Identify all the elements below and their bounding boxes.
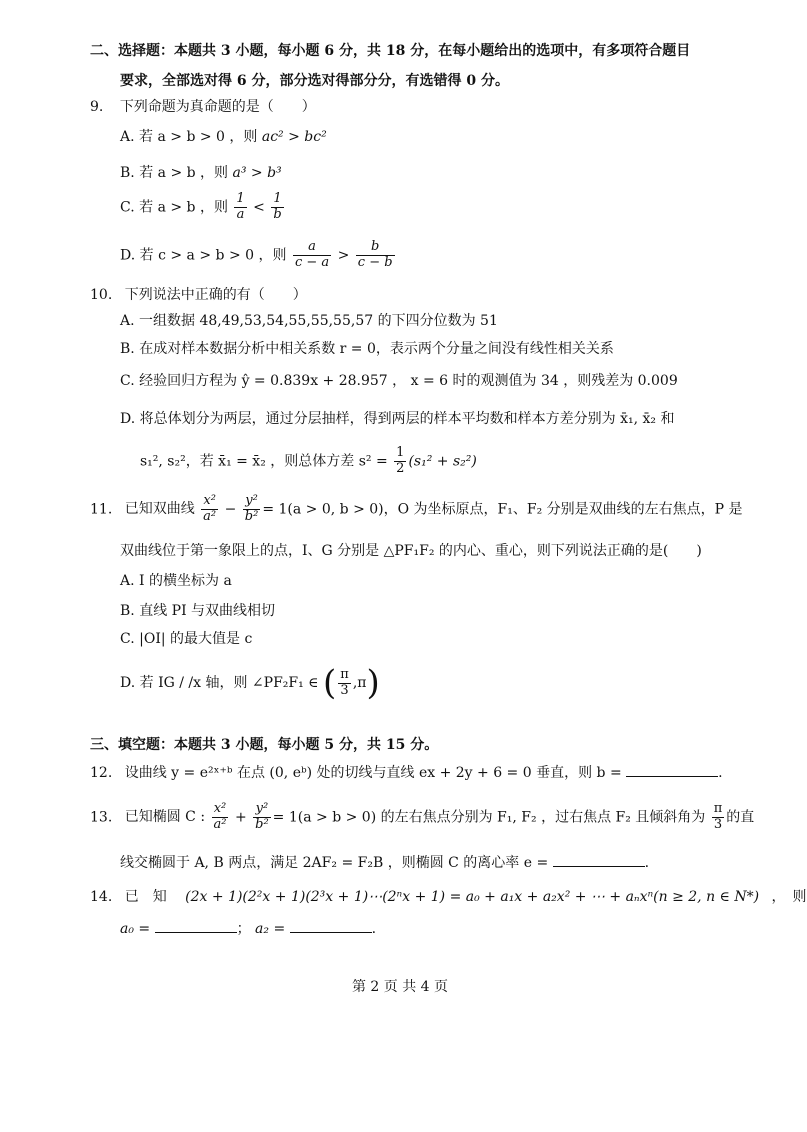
q11-option-a bbox=[120, 574, 232, 588]
q10-option-b bbox=[120, 342, 614, 356]
question-10 bbox=[90, 288, 307, 302]
question-stem: 已 知 bbox=[124, 889, 167, 905]
fraction: $\frac{1}{a}$ bbox=[236, 191, 245, 222]
question-math: a₂ = bbox=[255, 921, 286, 937]
question-number: 12. bbox=[90, 765, 113, 781]
option-label: B. bbox=[120, 603, 135, 619]
option-text: 经验回归方程为 ŷ = 0.839x + 28.957 ， x = 6 时的观测值为 34 ，则残差为 0.009 bbox=[139, 373, 678, 389]
question-stem: 线交椭圆于 A, B 两点，满足 2AF₂ = F₂B ，则椭圆 C 的离心率 e = bbox=[120, 855, 549, 871]
fraction: $\frac{a}{c - a}$ bbox=[294, 239, 330, 270]
question-14 bbox=[90, 890, 807, 904]
question-stem: 下列说法中正确的有（ ） bbox=[124, 287, 307, 303]
answer-blank[interactable] bbox=[290, 932, 372, 933]
option-label: C. bbox=[120, 199, 135, 216]
option-label: B. bbox=[120, 165, 135, 181]
right-paren: ) bbox=[366, 663, 380, 703]
option-label: A. bbox=[120, 313, 135, 329]
option-text: 一组数据 48,49,53,54,55,55,55,57 的下四分位数为 51 bbox=[139, 313, 498, 329]
question-9 bbox=[90, 100, 316, 114]
option-text: 若 a > b ，则 bbox=[139, 199, 233, 216]
fraction: $\frac{\pi}{3}$ bbox=[713, 801, 723, 832]
fraction: $\frac{\text{y²}}{\text{b²}}$ bbox=[244, 493, 259, 524]
option-text: |OI| 的最大值是 c bbox=[139, 631, 253, 647]
option-text: 直线 PI 与双曲线相切 bbox=[139, 603, 276, 619]
option-text: 若 c > a > b > 0 ，则 bbox=[139, 247, 291, 264]
option-label: C. bbox=[120, 631, 135, 647]
section2-heading-line2: 要求，全部选对得 6 分，部分选对得部分分，有选错得 0 分。 bbox=[120, 73, 509, 89]
answer-blank[interactable] bbox=[626, 776, 718, 777]
q10-option-a bbox=[120, 314, 498, 328]
q10-option-d bbox=[120, 412, 674, 426]
period: . bbox=[718, 765, 723, 781]
option-math: (s₁² + s₂²) bbox=[408, 453, 477, 470]
option-label: A. bbox=[120, 129, 135, 145]
question-14-line2 bbox=[120, 922, 376, 936]
q9-option-d bbox=[120, 240, 397, 271]
question-stem: 设曲线 y = e²ˣ⁺ᵇ 在点 (0, eᵇ) 处的切线与直线 ex + 2y + 6 = 0 垂直，则 b = bbox=[124, 765, 622, 781]
question-13 bbox=[90, 802, 754, 833]
period: . bbox=[644, 855, 650, 871]
q9-option-a bbox=[120, 130, 327, 144]
option-text: 在成对样本数据分析中相关系数 r = 0，表示两个分量之间没有线性相关关系 bbox=[139, 341, 614, 357]
q11-option-c bbox=[120, 632, 252, 646]
q10-option-d-line2 bbox=[140, 446, 477, 477]
left-paren: ( bbox=[323, 663, 337, 703]
fraction: $\frac{\pi}{3}$ bbox=[340, 666, 349, 698]
question-stem: 已知双曲线 bbox=[124, 501, 195, 518]
question-stem: 下列命题为真命题的是（ ） bbox=[119, 99, 316, 115]
question-math: a₀ = bbox=[120, 921, 151, 937]
question-12 bbox=[90, 766, 723, 780]
option-label: C. bbox=[120, 373, 135, 389]
answer-blank[interactable] bbox=[553, 866, 645, 867]
fraction: $\frac{1}{b}$ bbox=[273, 191, 282, 222]
separator: ； bbox=[236, 921, 251, 937]
question-number: 13. bbox=[90, 809, 113, 826]
option-label: D. bbox=[120, 247, 136, 264]
question-number: 10. bbox=[90, 287, 113, 303]
operator: > bbox=[337, 247, 350, 264]
fraction: $\frac{\text{x²}}{\text{a²}}$ bbox=[213, 801, 227, 832]
question-11-line2: 双曲线位于第一象限上的点，I、G 分别是 △PF₁F₂ 的内心、重心，则下列说法正确的是( ) bbox=[120, 543, 702, 559]
option-text: 若 IG / /x 轴，则 ∠PF₂F₁ ∈ bbox=[139, 675, 324, 691]
fraction: $\frac{b}{c - b}$ bbox=[357, 239, 393, 270]
option-label: A. bbox=[120, 573, 135, 589]
option-text: 将总体划分为两层，通过分层抽样，得到两层的样本平均数和样本方差分别为 x̄₁, x̄₂ 和 bbox=[139, 411, 675, 427]
operator: − bbox=[224, 501, 237, 518]
q11-option-d bbox=[120, 663, 380, 703]
answer-blank[interactable] bbox=[155, 932, 237, 933]
section2-heading-line1: 二、选择题：本题共 3 小题，每小题 6 分，共 18 分，在每小题给出的选项中，有多项符合题目 bbox=[90, 43, 691, 59]
option-label: D. bbox=[120, 675, 136, 691]
question-11 bbox=[90, 494, 743, 525]
fraction: $\frac{\text{y²}}{\text{b²}}$ bbox=[255, 801, 269, 832]
q10-option-c bbox=[120, 374, 678, 388]
q9-option-b bbox=[120, 166, 282, 180]
option-text: 若 a > b > 0 ，则 bbox=[139, 129, 262, 145]
question-number: 9. bbox=[90, 99, 104, 115]
option-math: ,π bbox=[352, 675, 367, 691]
option-math: ac² > bc² bbox=[261, 129, 327, 145]
option-math: a³ > b³ bbox=[232, 165, 282, 181]
question-stem: ， 则 bbox=[771, 889, 807, 905]
option-label: B. bbox=[120, 341, 135, 357]
question-stem: 已知椭圆 C : bbox=[124, 809, 206, 826]
question-13-line2 bbox=[120, 856, 649, 870]
q11-option-b bbox=[120, 604, 275, 618]
operator: + bbox=[234, 809, 247, 826]
option-text: s₁², s₂²，若 x̄₁ = x̄₂ ，则总体方差 s² = bbox=[140, 453, 393, 470]
question-math: (2x + 1)(2²x + 1)(2³x + 1)⋯(2ⁿx + 1) = a₀ + a₁x + a₂x² + ⋯ + aₙxⁿ(n ≥ 2, n ∈ N*) bbox=[185, 889, 760, 905]
section3-heading: 三、填空题：本题共 3 小题，每小题 5 分，共 15 分。 bbox=[90, 737, 439, 753]
question-stem: = 1(a > 0, b > 0)，O 为坐标原点，F₁、F₂ 分别是双曲线的左右焦点，P 是 bbox=[262, 501, 743, 518]
period: . bbox=[371, 921, 377, 937]
option-label: D. bbox=[120, 411, 136, 427]
fraction: $\frac{\text{x²}}{\text{a²}}$ bbox=[203, 493, 217, 524]
page-footer: 第 2 页 共 4 页 bbox=[351, 979, 449, 995]
option-text: 若 a > b ，则 bbox=[139, 165, 233, 181]
question-number: 14. bbox=[90, 889, 113, 905]
fraction: $\frac{1}{2}$ bbox=[396, 445, 405, 476]
question-number: 11. bbox=[90, 501, 113, 518]
question-stem: = 1(a > b > 0) 的左右焦点分别为 F₁, F₂ ，过右焦点 F₂ 且倾斜角为 bbox=[272, 809, 706, 826]
option-text: I 的横坐标为 a bbox=[139, 573, 232, 589]
q9-option-c bbox=[120, 192, 286, 223]
question-stem: 的直 bbox=[726, 809, 755, 826]
operator: < bbox=[253, 199, 265, 216]
